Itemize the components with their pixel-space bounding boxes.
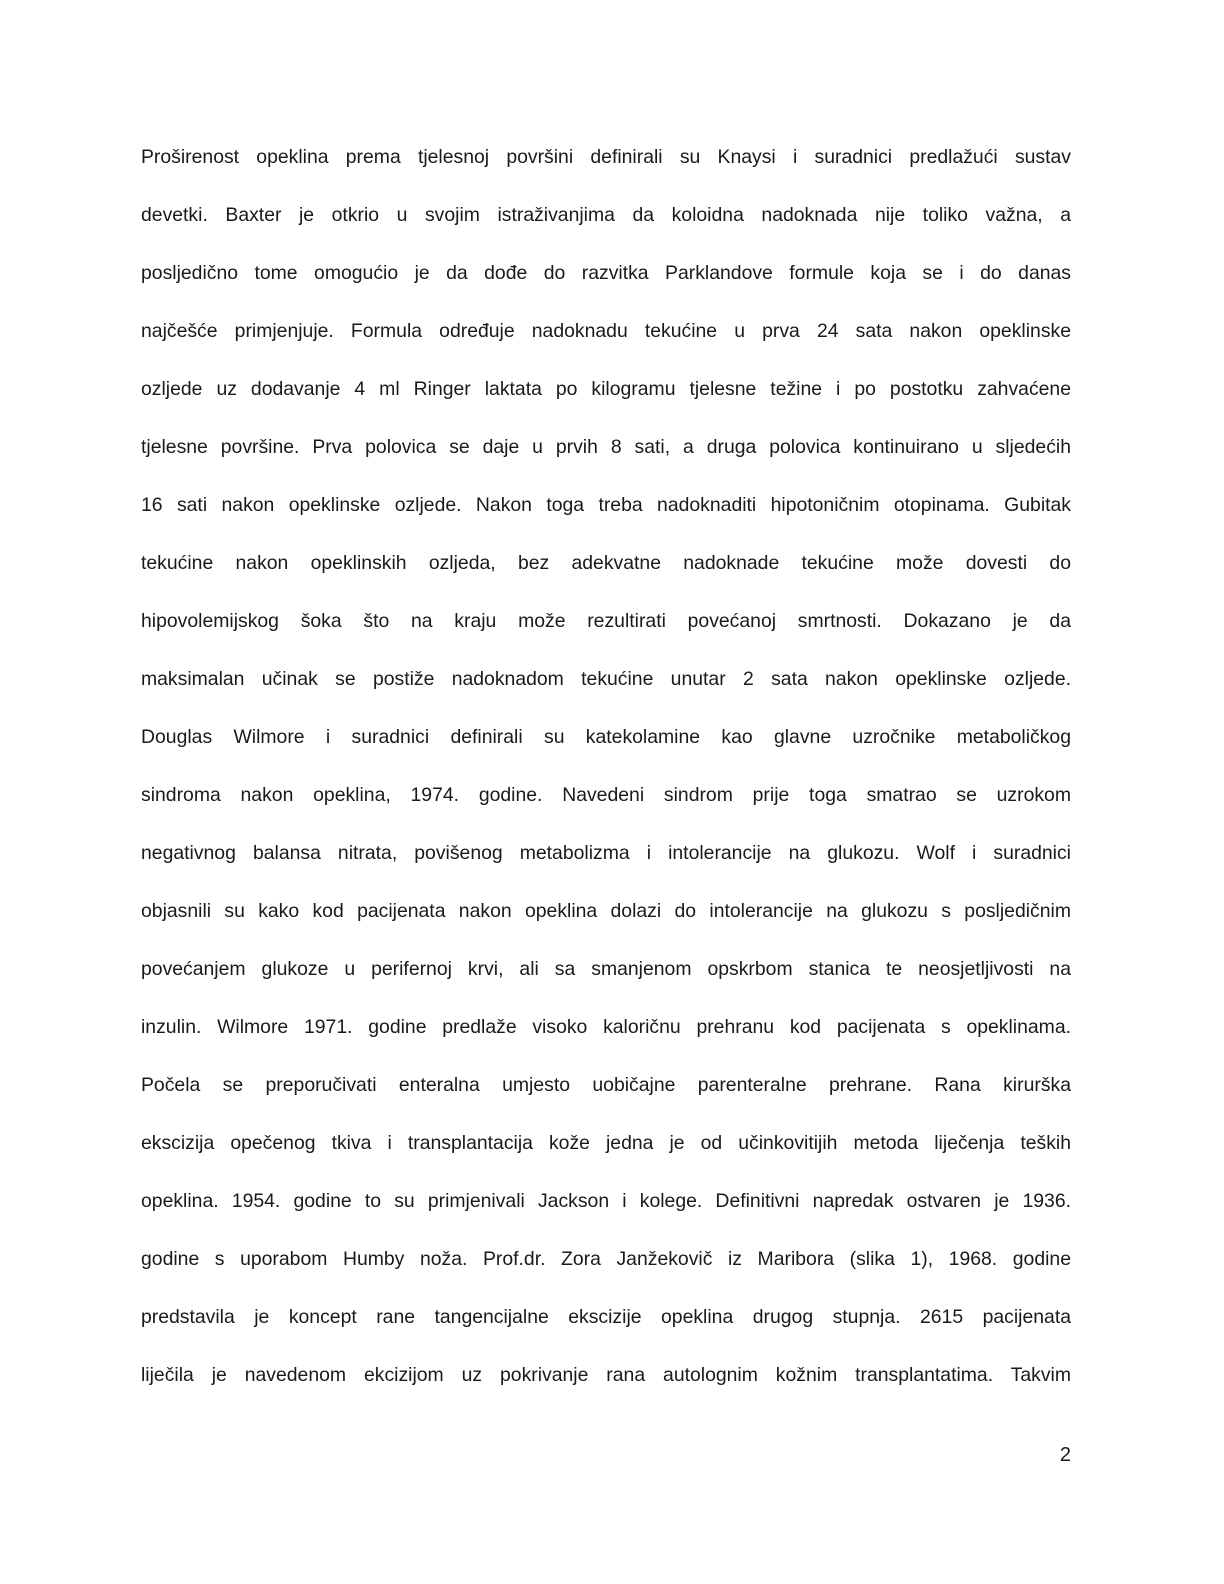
paragraph-line: povećanjem glukoze u perifernoj krvi, ali sa smanjenom opskrbom stanica te neosjetljivosti na <box>141 958 1071 980</box>
paragraph-line: objasnili su kako kod pacijenata nakon opeklina dolazi do intolerancije na glukozu s posljedičnim <box>141 900 1071 922</box>
paragraph-line: hipovolemijskog šoka što na kraju može rezultirati povećanoj smrtnosti. Dokazano je da <box>141 610 1071 632</box>
page-number: 2 <box>1059 1444 1071 1466</box>
paragraph-line: maksimalan učinak se postiže nadoknadom tekućine unutar 2 sata nakon opeklinske ozljede. <box>141 668 1071 690</box>
paragraph-line: inzulin. Wilmore 1971. godine predlaže visoko kaloričnu prehranu kod pacijenata s opeklinama. <box>141 1016 1071 1038</box>
paragraph-line: Proširenost opeklina prema tjelesnoj površini definirali su Knaysi i suradnici predlažući sustav <box>141 146 1071 168</box>
paragraph-line: posljedično tome omogućio je da dođe do razvitka Parklandove formule koja se i do danas <box>141 262 1071 284</box>
paragraph-line: negativnog balansa nitrata, povišenog metabolizma i intolerancije na glukozu. Wolf i suradnici <box>141 842 1071 864</box>
paragraph-line: 16 sati nakon opeklinske ozljede. Nakon toga treba nadoknaditi hipotoničnim otopinama. Gubitak <box>141 494 1071 516</box>
paragraph-line: godine s uporabom Humby noža. Prof.dr. Zora Janžekovič iz Maribora (slika 1), 1968. godine <box>141 1248 1071 1270</box>
paragraph-line: ekscizija opečenog tkiva i transplantacija kože jedna je od učinkovitijih metoda liječenja teških <box>141 1132 1071 1154</box>
paragraph-line: devetki. Baxter je otkrio u svojim istraživanjima da koloidna nadoknada nije toliko važna, a <box>141 204 1071 226</box>
paragraph-line: sindroma nakon opeklina, 1974. godine. Navedeni sindrom prije toga smatrao se uzrokom <box>141 784 1071 806</box>
body-paragraph <box>141 140 1071 1416</box>
paragraph-line: najčešće primjenjuje. Formula određuje nadoknadu tekućine u prva 24 sata nakon opeklinske <box>141 320 1071 342</box>
paragraph-line: liječila je navedenom ekcizijom uz pokrivanje rana autolognim kožnim transplantatima. Takvim <box>141 1364 1071 1386</box>
paragraph-line: ozljede uz dodavanje 4 ml Ringer laktata po kilogramu tjelesne težine i po postotku zahvaćene <box>141 378 1071 400</box>
paragraph-line: predstavila je koncept rane tangencijalne ekscizije opeklina drugog stupnja. 2615 pacijenata <box>141 1306 1071 1328</box>
paragraph-line: Douglas Wilmore i suradnici definirali su katekolamine kao glavne uzročnike metaboličkog <box>141 726 1071 748</box>
paragraph-line: tekućine nakon opeklinskih ozljeda, bez adekvatne nadoknade tekućine može dovesti do <box>141 552 1071 574</box>
paragraph-line: tjelesne površine. Prva polovica se daje u prvih 8 sati, a druga polovica kontinuirano u sljedećih <box>141 436 1071 458</box>
paragraph-line: opeklina. 1954. godine to su primjenivali Jackson i kolege. Definitivni napredak ostvaren je 1936. <box>141 1190 1071 1212</box>
paragraph-line: Počela se preporučivati enteralna umjesto uobičajne parenteralne prehrane. Rana kirurška <box>141 1074 1071 1096</box>
